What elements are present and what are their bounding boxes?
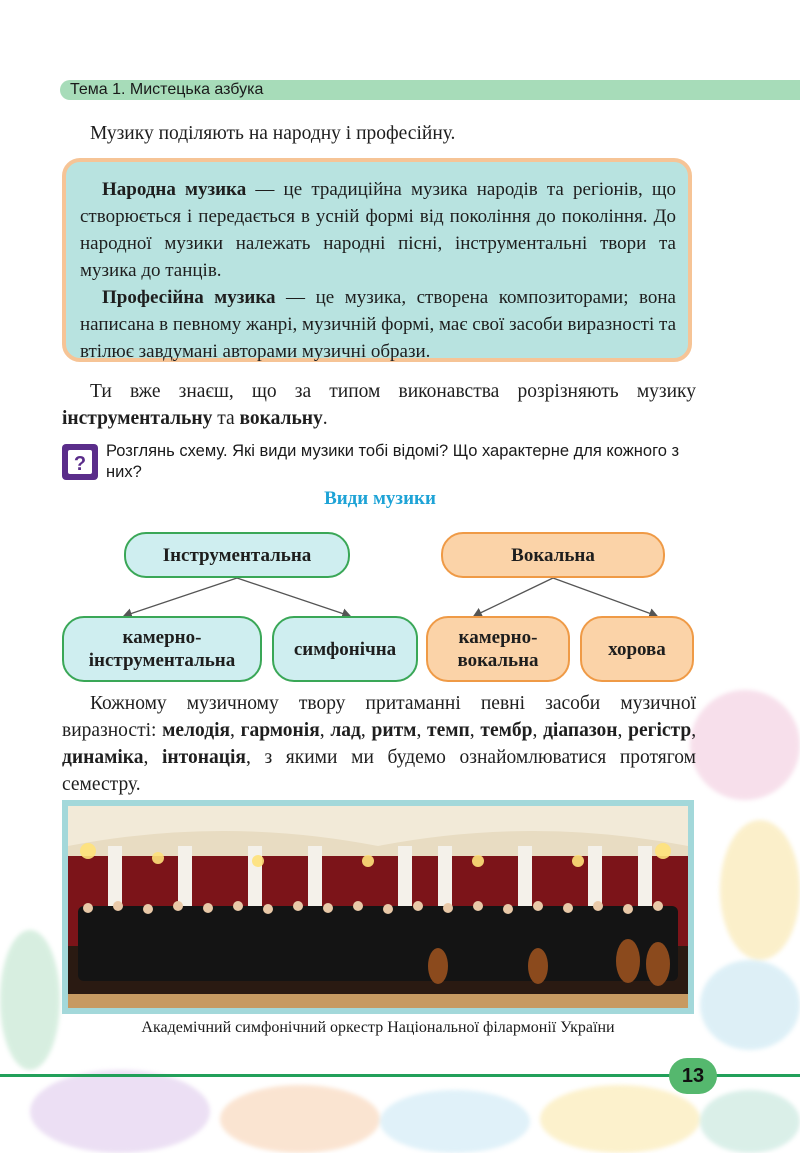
expression-paragraph: Кожному музичному твору притаманні певні засоби музичної виразності: мелодія, гармонія, лад, ритм, темп, тембр, діапазон, регістр, динаміка, інтонація, з якими ми будемо ознайомлюватися протягом семестру. <box>62 693 697 795</box>
symphonic-node: симфонічна <box>272 616 418 682</box>
instrumental-node: Інструментальна <box>124 532 350 578</box>
performance-paragraph: Ти вже знаєш, що за типом виконавства розрізняють музику інструментальну та вокальну. <box>62 381 696 429</box>
choral-node: хорова <box>580 616 694 682</box>
chamber-vocal-node: камерно-вокальна <box>426 616 570 682</box>
instrumental-term: інструментальну <box>62 408 213 429</box>
arrow-vocal-choral <box>553 578 657 616</box>
orchestra-photo-frame <box>62 800 694 1014</box>
professional-music-definition: Професійна музика — це музика, створена композиторами; вона написана в певному жанрі, музичній формі, має свої засоби виразності та втілює завдумані авторами музичні образи. <box>80 287 676 362</box>
chamber-instrumental-node: камерно-інструментальна <box>62 616 262 682</box>
photo-caption: Академічний симфонічний оркестр Національної філармонії України <box>141 1019 615 1036</box>
scheme-title: Види музики <box>324 488 436 509</box>
intro-paragraph: Музику поділяють на народну і професійну. <box>90 123 456 144</box>
arrow-vocal-chamber <box>474 578 553 616</box>
arrow-instrumental-chamber <box>124 578 237 616</box>
orchestra-photo <box>68 806 688 1008</box>
folk-music-definition: Народна музика — це традиційна музика народів та регіонів, що створюється і передається в усній формі від покоління до покоління. До народної музики належать народні пісні, інструментальні твори та музика до танців. <box>80 179 677 281</box>
arrow-instrumental-symphonic <box>237 578 350 616</box>
vocal-term: вокальну <box>239 408 323 429</box>
page-number: 13 <box>669 1058 717 1094</box>
question-text: Розглянь схему. Які види музики тобі відомі? Що характерне для кожного з них? <box>106 442 680 481</box>
professional-music-term: Професійна музика <box>102 287 276 308</box>
topic-title: Тема 1. Мистецька азбука <box>70 81 264 98</box>
svg-text:?: ? <box>73 453 87 475</box>
folk-music-term: Народна музика <box>102 179 247 200</box>
vocal-node: Вокальна <box>441 532 665 578</box>
